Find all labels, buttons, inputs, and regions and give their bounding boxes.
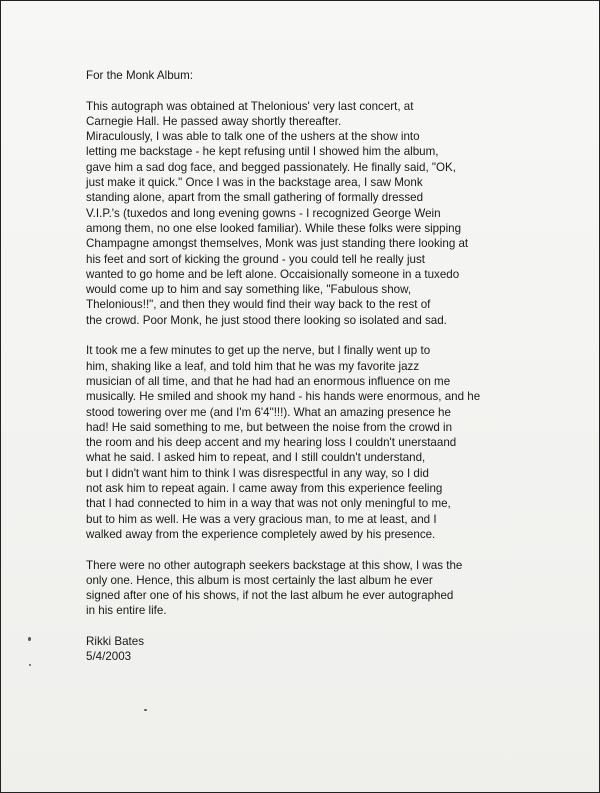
- paragraph-line: standing alone, apart from the small gathering of formally dressed: [86, 191, 424, 205]
- letter-paragraph: [86, 558, 556, 619]
- signature-name: Rikki Bates: [86, 634, 144, 648]
- paragraph-line: not ask him to repeat again. I came away from this experience feeling: [86, 482, 443, 496]
- paragraph-line: Miraculously, I was able to talk one of the ushers at the show into: [86, 130, 420, 144]
- paragraph-line: had! He said something to me, but between the noise from the crowd in: [86, 420, 453, 434]
- letter-paragraphs: [86, 99, 556, 619]
- paper-speck: [29, 664, 31, 666]
- paragraph-line: the crowd. Poor Monk, he just stood there looking so isolated and sad.: [86, 313, 447, 327]
- paragraph-line: would come up to him and say something like, "Fabulous show,: [86, 283, 412, 297]
- paragraph-line: letting me backstage - he kept refusing until I showed him the album,: [86, 145, 439, 159]
- paragraph-line: musically. He smiled and shook my hand - his hands were enormous, and he: [86, 390, 481, 404]
- paragraph-line: It took me a few minutes to get up the nerve, but I finally went up to: [86, 344, 431, 358]
- paragraph-line: stood towering over me (and I'm 6'4"!!!). What an amazing presence he: [86, 405, 451, 419]
- paragraph-line: walked away from the experience completely awed by his presence.: [86, 527, 436, 541]
- paragraph-line: Champagne amongst themselves, Monk was just standing there looking at: [86, 237, 469, 251]
- paragraph-line: what he said. I asked him to repeat, and I still couldn't understand,: [86, 451, 426, 465]
- paragraph-line: There were no other autograph seekers backstage at this show, I was the: [86, 558, 463, 572]
- paragraph-line: V.I.P.'s (tuxedos and long evening gowns - I recognized George Wein: [86, 206, 441, 220]
- paragraph-line: gave him a sad dog face, and begged passionately. He finally said, "OK,: [86, 160, 456, 174]
- paragraph-line: Thelonious!!", and then they would find their way back to the rest of: [86, 298, 431, 312]
- paragraph-line: in his entire life.: [86, 604, 167, 618]
- paragraph-line: his feet and sort of kicking the ground - you could tell he really just: [86, 252, 425, 266]
- letter-paragraph: [86, 99, 556, 328]
- letter-body: [86, 68, 556, 665]
- paragraph-line: among them, no one else looked familiar). While these folks were sipping: [86, 221, 462, 235]
- letter-paragraph: [86, 343, 556, 542]
- paragraph-line: but to him as well. He was a very gracious man, to me at least, and I: [86, 512, 437, 526]
- paragraph-line: signed after one of his shows, if not the last album he ever autographed: [86, 589, 454, 603]
- paragraph-line: This autograph was obtained at Thelonious' very last concert, at: [86, 99, 414, 113]
- paragraph-line: that I had connected to him in a way that was not only meningful to me,: [86, 497, 451, 511]
- paragraph-line: Carnegie Hall. He passed away shortly thereafter.: [86, 114, 342, 128]
- paragraph-line: musician of all time, and that he had had an enormous influence on me: [86, 374, 451, 388]
- letter-salutation: For the Monk Album:: [86, 69, 193, 82]
- signature-date: 5/4/2003: [86, 650, 132, 664]
- paragraph-line: but I didn't want him to think I was disrespectful in any way, so I did: [86, 466, 429, 480]
- paragraph-line: him, shaking like a leaf, and told him that he was my favorite jazz: [86, 359, 420, 373]
- paragraph-line: just make it quick." Once I was in the backstage area, I saw Monk: [86, 176, 423, 190]
- paper-speck: [28, 637, 31, 641]
- paper-speck: [144, 709, 147, 711]
- paragraph-line: the room and his deep accent and my hearing loss I couldn't unerstaand: [86, 436, 457, 450]
- paragraph-line: wanted to go home and be left alone. Occaisionally someone in a tuxedo: [86, 267, 460, 281]
- paragraph-line: only one. Hence, this album is most certainly the last album he ever: [86, 573, 433, 587]
